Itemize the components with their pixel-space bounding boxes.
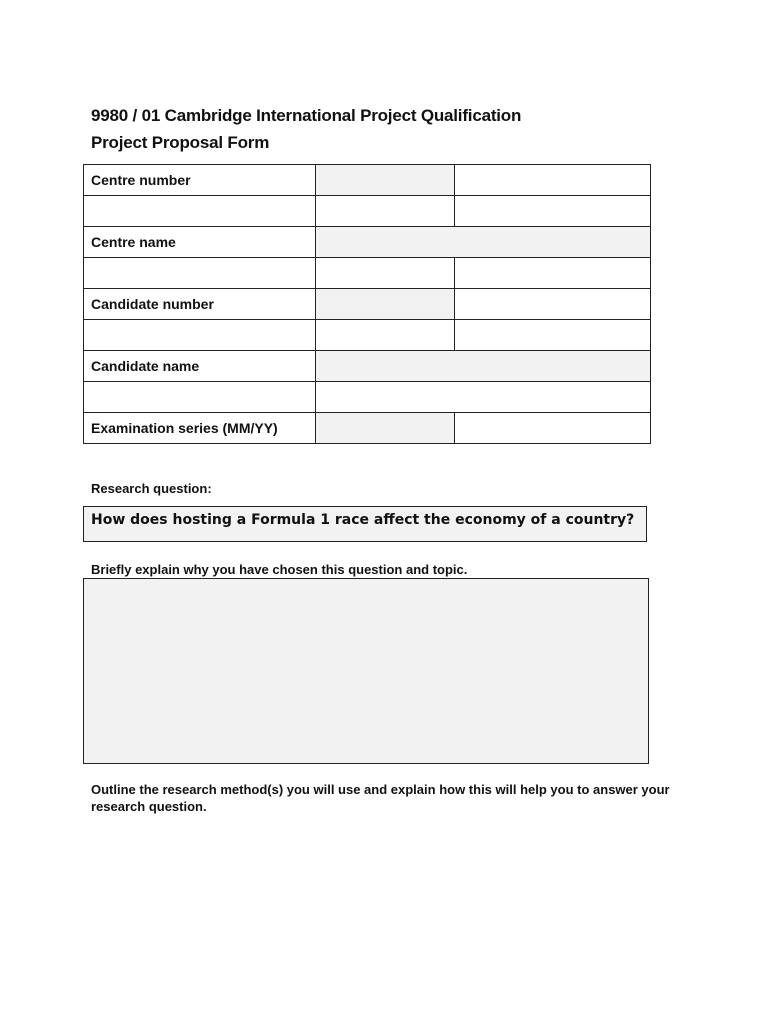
explain-choice-field[interactable] xyxy=(83,578,649,764)
centre-name-label: Centre name xyxy=(84,227,316,258)
table-cell xyxy=(84,258,316,289)
table-cell xyxy=(455,196,651,227)
table-row xyxy=(84,382,651,413)
table-row xyxy=(84,227,651,258)
candidate-number-field[interactable] xyxy=(316,289,455,320)
form-subtitle: Project Proposal Form xyxy=(91,133,270,152)
candidate-name-field[interactable] xyxy=(316,351,651,382)
table-cell xyxy=(84,320,316,351)
candidate-number-label: Candidate number xyxy=(84,289,316,320)
table-row xyxy=(84,165,651,196)
table-cell xyxy=(455,165,651,196)
table-cell xyxy=(455,289,651,320)
table-row xyxy=(84,320,651,351)
table-cell xyxy=(455,258,651,289)
research-method-label: Outline the research method(s) you will use and explain how this will help you to answer your research question. xyxy=(91,782,670,814)
table-cell xyxy=(84,382,316,413)
table-cell xyxy=(316,258,455,289)
candidate-details-table xyxy=(83,164,651,444)
table-cell xyxy=(84,196,316,227)
table-cell xyxy=(316,196,455,227)
table-row xyxy=(84,413,651,444)
centre-name-field[interactable] xyxy=(316,227,651,258)
table-cell xyxy=(455,320,651,351)
form-title: 9980 / 01 Cambridge International Project Qualification xyxy=(91,106,522,125)
explain-choice-label: Briefly explain why you have chosen this question and topic. xyxy=(91,562,468,577)
examination-series-field[interactable] xyxy=(316,413,455,444)
table-cell xyxy=(455,413,651,444)
centre-number-field[interactable] xyxy=(316,165,455,196)
research-question-label: Research question: xyxy=(91,481,212,496)
centre-number-label: Centre number xyxy=(84,165,316,196)
table-cell xyxy=(316,382,651,413)
table-row xyxy=(84,196,651,227)
examination-series-label: Examination series (MM/YY) xyxy=(84,413,316,444)
table-row xyxy=(84,289,651,320)
research-question-field[interactable]: How does hosting a Formula 1 race affect the economy of a country? xyxy=(83,506,647,542)
candidate-name-label: Candidate name xyxy=(84,351,316,382)
table-cell xyxy=(316,320,455,351)
table-row xyxy=(84,258,651,289)
table-row xyxy=(84,351,651,382)
